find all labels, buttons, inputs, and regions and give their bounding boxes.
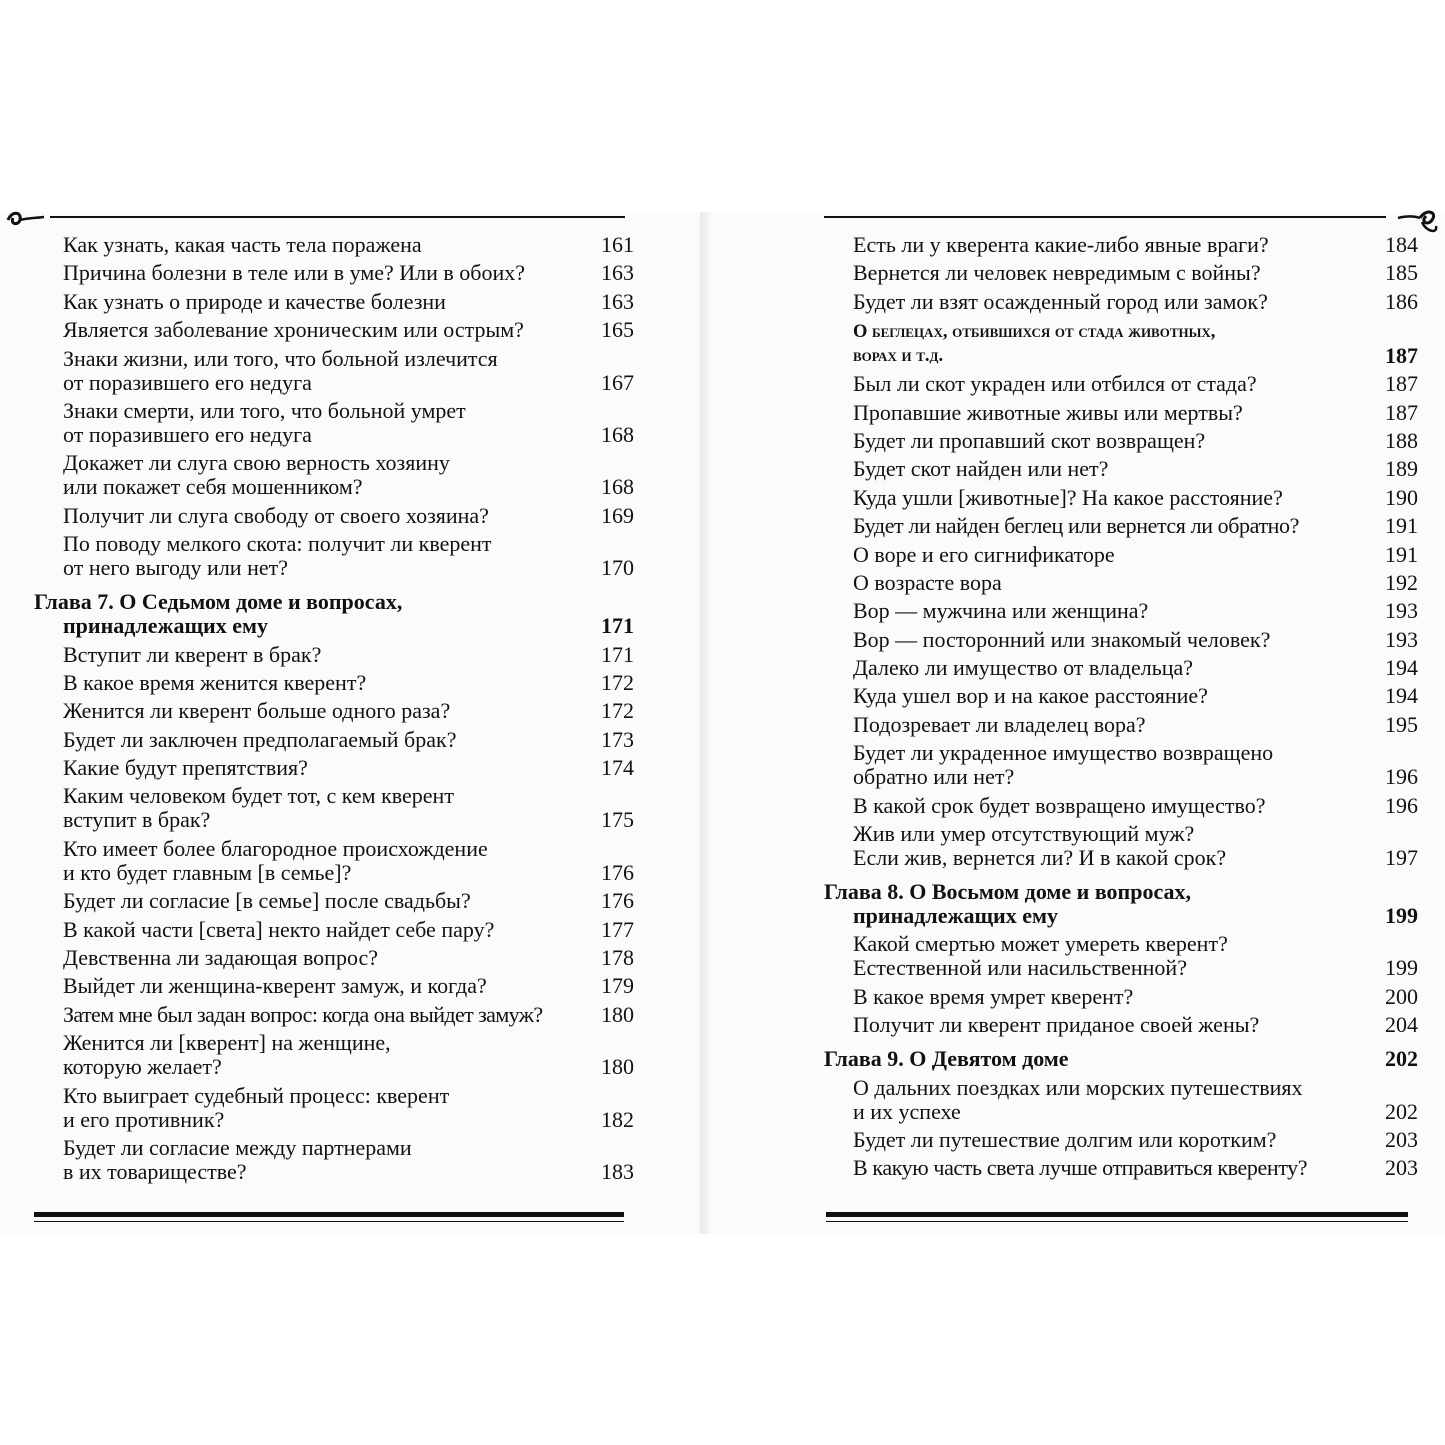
toc-entry: Вор — мужчина или женщина? 193 bbox=[853, 598, 1418, 624]
toc-entry: Является заболевание хроническим или острым? 165 bbox=[63, 317, 634, 343]
toc-entry: Будет ли согласие [в семье] после свадьбы? 176 bbox=[63, 888, 634, 914]
toc-entry: Кто выиграет судебный процесс: кверент и его противник? 182 bbox=[63, 1082, 634, 1132]
toc-entry: Как узнать, какая часть тела поражена 161 bbox=[63, 232, 634, 257]
toc-entry: Будет ли заключен предполагаемый брак? 173 bbox=[63, 726, 634, 752]
toc-entry: Будет ли пропавший скот возвращен? 188 bbox=[853, 427, 1418, 453]
toc-entry: Будет ли найден беглец или вернется ли обратно? 191 bbox=[853, 513, 1418, 539]
toc-entry: О дальних поездках или морских путешествиях и их успехе 202 bbox=[853, 1074, 1418, 1124]
toc-entry: Далеко ли имущество от владельца? 194 bbox=[853, 655, 1418, 681]
toc-entry: О возрасте вора 192 bbox=[853, 569, 1418, 595]
chapter-heading bbox=[824, 880, 1418, 928]
toc-entry: Куда ушли [животные]? На какое расстояние? 190 bbox=[853, 484, 1418, 510]
chapter-title-line1: Глава 8. О Восьмом доме и вопросах, bbox=[824, 879, 1191, 905]
toc-entry: Будет ли взят осажденный город или замок? 186 bbox=[853, 288, 1418, 314]
toc-entry: Докажет ли слуга свою верность хозяину или покажет себя мошенником? 168 bbox=[63, 450, 634, 500]
toc-entry: Причина болезни в теле или в уме? Или в обоих? 163 bbox=[63, 260, 634, 286]
chapter-heading bbox=[824, 1047, 1418, 1071]
toc-entry: Вор — посторонний или знакомый человек? 193 bbox=[853, 626, 1418, 652]
toc-entry: Каким человеком будет тот, с кем кверент вступит в брак? 175 bbox=[63, 783, 634, 833]
toc-entry: Будет скот найден или нет? 189 bbox=[853, 456, 1418, 482]
toc-entry: Есть ли у кверента какие-либо явные враги? 184 bbox=[853, 232, 1418, 257]
toc-entry: В какое время умрет кверент? 200 bbox=[853, 983, 1418, 1009]
toc-entry: По поводу мелкого скота: получит ли кверент от него выгоду или нет? 170 bbox=[63, 531, 634, 581]
toc-entry: Кто имеет более благородное происхождение и кто будет главным [в семье]? 176 bbox=[63, 835, 634, 885]
toc-entry: Вступит ли кверент в брак? 171 bbox=[63, 641, 634, 667]
toc-entry: Выйдет ли женщина-кверент замуж, и когда? 179 bbox=[63, 973, 634, 999]
chapter-title-line1: Глава 7. О Седьмом доме и вопросах, bbox=[34, 589, 403, 615]
left-top-rule bbox=[50, 216, 625, 218]
toc-entry: Какие будут препятствия? 174 bbox=[63, 755, 634, 781]
left-table-of-contents bbox=[34, 233, 634, 1188]
chapter-title-line1: Глава 9. О Девятом доме bbox=[824, 1046, 1069, 1072]
toc-entry: Подозревает ли владелец вора? 195 bbox=[853, 711, 1418, 737]
toc-entry: Пропавшие животные живы или мертвы? 187 bbox=[853, 399, 1418, 425]
toc-entry: Женится ли кверент больше одного раза? 172 bbox=[63, 698, 634, 724]
toc-entry: Какой смертью может умереть кверент? Естественной или насильственной? 199 bbox=[853, 931, 1418, 981]
toc-entry: В какую часть света лучше отправиться кверенту? 203 bbox=[853, 1155, 1418, 1181]
toc-entry: Знаки жизни, или того, что больной излечится от поразившего его недуга 167 bbox=[63, 345, 634, 395]
toc-entry: О воре и его сигнификаторе 191 bbox=[853, 541, 1418, 567]
toc-entry: Будет ли согласие между партнерами в их товариществе? 183 bbox=[63, 1134, 634, 1184]
right-bottom-rule bbox=[826, 1212, 1408, 1222]
chapter-heading bbox=[34, 590, 634, 638]
toc-entry: Получит ли кверент приданое своей жены? 204 bbox=[853, 1012, 1418, 1038]
toc-entry: Вернется ли человек невредимым с войны? 185 bbox=[853, 260, 1418, 286]
toc-entry: Знаки смерти, или того, что больной умрет от поразившего его недуга 168 bbox=[63, 397, 634, 447]
left-corner-ornament-icon bbox=[4, 206, 46, 232]
toc-entry: Девственна ли задающая вопрос? 178 bbox=[63, 945, 634, 971]
toc-entry: Жив или умер отсутствующий муж? Если жив, вернется ли? И в какой срок? 197 bbox=[853, 821, 1418, 871]
chapter-page: 202 bbox=[1385, 1046, 1418, 1072]
right-top-rule bbox=[824, 216, 1386, 218]
toc-entry: Женится ли [кверент] на женщине, которую желает? 180 bbox=[63, 1030, 634, 1080]
book-gutter bbox=[700, 212, 710, 1234]
toc-entry: В какое время женится кверент? 172 bbox=[63, 669, 634, 695]
left-bottom-rule bbox=[34, 1212, 624, 1222]
toc-entry: В какой части [света] некто найдет себе пару? 177 bbox=[63, 916, 634, 942]
toc-entry: Куда ушел вор и на какое расстояние? 194 bbox=[853, 683, 1418, 709]
section-heading: О беглецах, отбившихся от стада животных, ворах и т.д. 187 bbox=[853, 321, 1418, 368]
chapter-page: 171 bbox=[601, 613, 634, 639]
right-table-of-contents bbox=[824, 233, 1418, 1185]
toc-entry: В какой срок будет возвращено имущество? 196 bbox=[853, 792, 1418, 818]
toc-entry: Будет ли путешествие долгим или коротким? 203 bbox=[853, 1126, 1418, 1152]
toc-entry: Получит ли слуга свободу от своего хозяина? 169 bbox=[63, 502, 634, 528]
toc-entry: Затем мне был задан вопрос: когда она выйдет замуж? 180 bbox=[63, 1001, 634, 1027]
toc-entry: Был ли скот украден или отбился от стада? 187 bbox=[853, 371, 1418, 397]
chapter-title-line2: принадлежащих ему bbox=[853, 903, 1058, 929]
chapter-page: 199 bbox=[1385, 903, 1418, 929]
toc-entry: Как узнать о природе и качестве болезни 163 bbox=[63, 288, 634, 314]
toc-entry: Будет ли украденное имущество возвращено обратно или нет? 196 bbox=[853, 740, 1418, 790]
chapter-title-line2: принадлежащих ему bbox=[63, 613, 268, 639]
